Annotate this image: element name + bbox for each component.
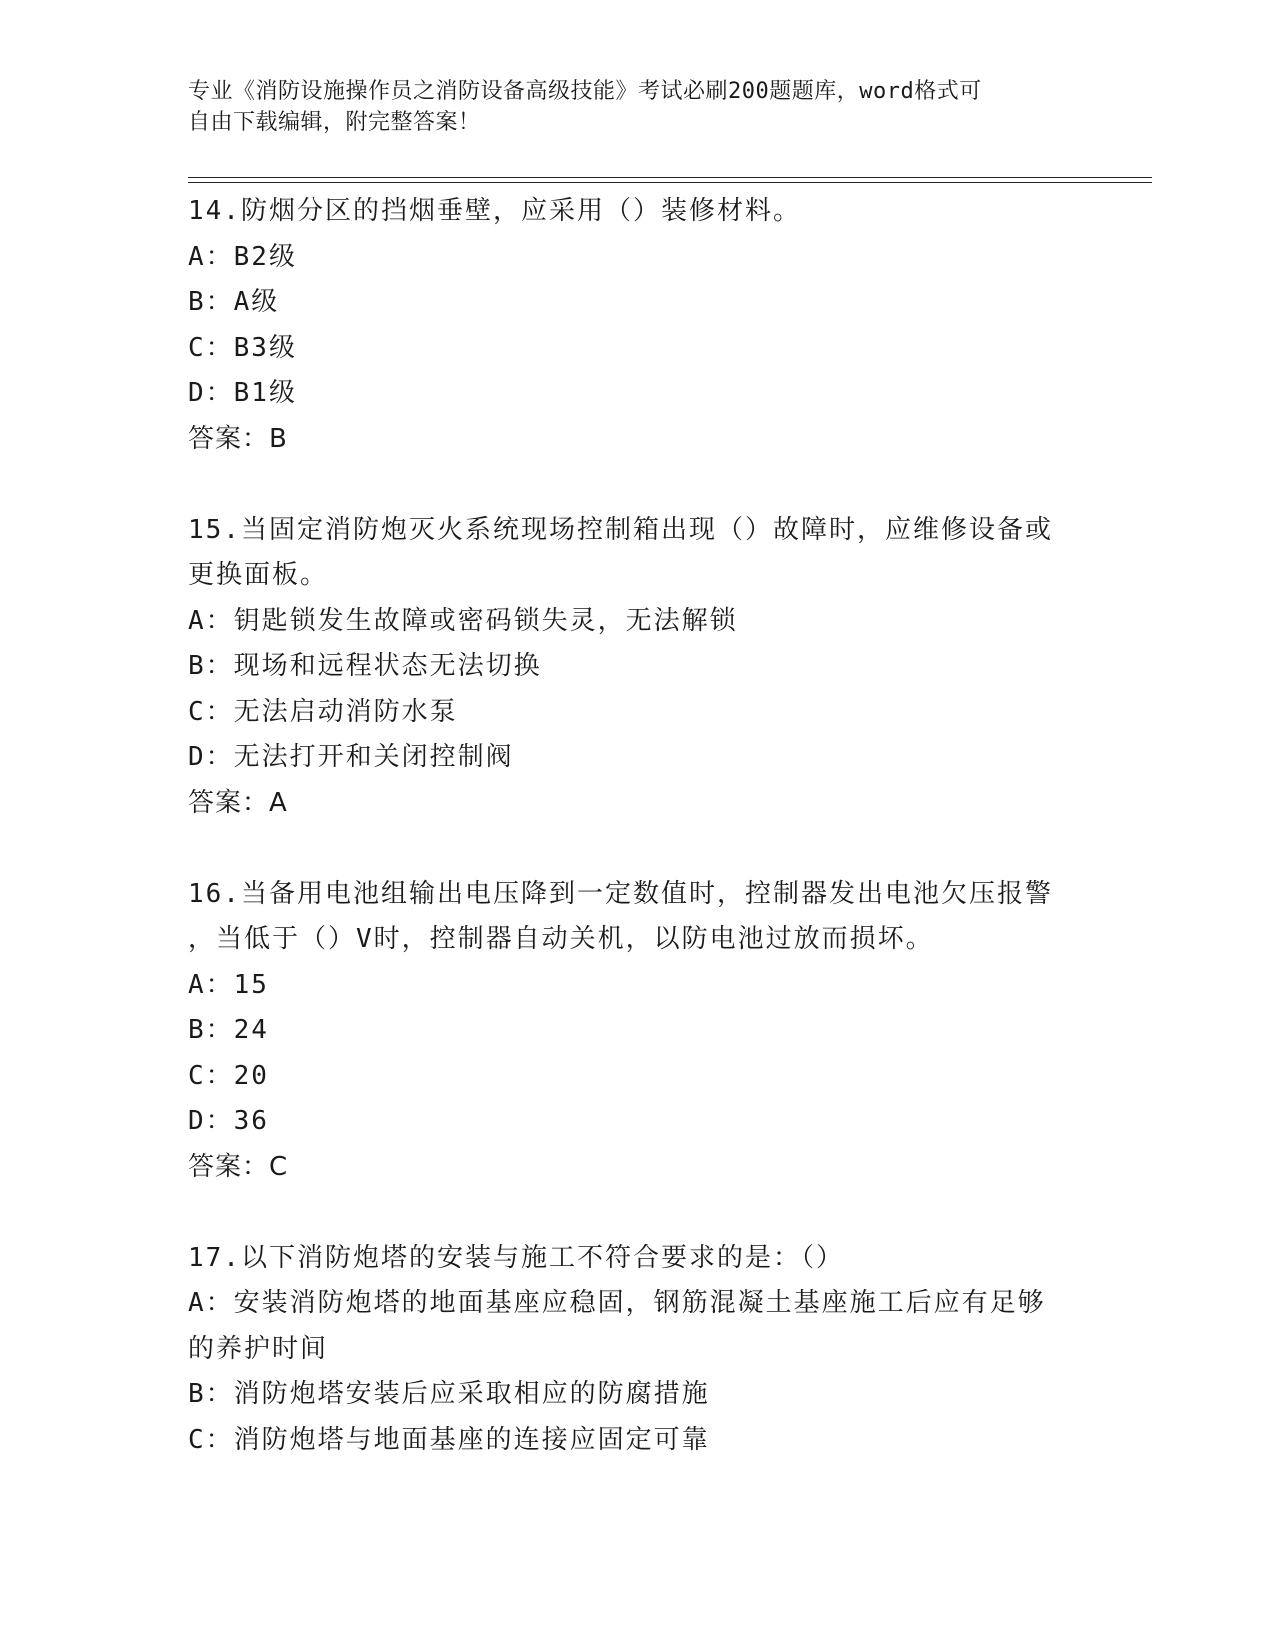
question-list: [188, 189, 1088, 1463]
question-stem: 17.以下消防炮塔的安装与施工不符合要求的是：（）: [188, 1242, 844, 1273]
option-a: A：15: [188, 969, 269, 1000]
question-14: [188, 189, 1088, 462]
header-line-2: 自由下载编辑，附完整答案！: [188, 110, 481, 135]
option-a-line-1: A：安装消防炮塔的地面基座应稳固，钢筋混凝土基座施工后应有足够: [188, 1288, 1046, 1318]
option-d: D：B1级: [188, 378, 297, 408]
option-a: A：钥匙锁发生故障或密码锁失灵，无法解锁: [188, 605, 738, 636]
option-b: B：现场和远程状态无法切换: [188, 651, 542, 681]
question-stem-line-1: 16.当备用电池组输出电压降到一定数值时，控制器发出电池欠压报警: [188, 878, 1053, 909]
answer-label: 答案：A: [188, 787, 288, 818]
option-d: D：无法打开和关闭控制阀: [188, 742, 514, 772]
question-stem-line-2: ，当低于（）V时，控制器自动关机，以防电池过放而损坏。: [188, 924, 934, 954]
option-a-line-2: 的养护时间: [188, 1333, 329, 1364]
option-c: C：20: [188, 1060, 269, 1091]
question-stem-line-1: 15.当固定消防炮灭火系统现场控制箱出现（）故障时，应维修设备或: [188, 514, 1053, 545]
header-divider-bottom: [188, 182, 1152, 183]
question-15: [188, 508, 1088, 827]
option-a: A：B2级: [188, 241, 297, 272]
question-16: [188, 872, 1088, 1191]
answer-label: 答案：C: [188, 1151, 289, 1182]
document-header: [188, 76, 1088, 138]
question-stem: 14.防烟分区的挡烟垂壁，应采用（）装修材料。: [188, 196, 801, 226]
option-c: C：无法启动消防水泵: [188, 696, 458, 727]
header-line-1: 专业《消防设施操作员之消防设备高级技能》考试必刷200题题库，word格式可: [188, 79, 982, 104]
answer-label: 答案：B: [188, 423, 288, 454]
question-spacer: [188, 826, 1088, 872]
header-divider-top: [188, 177, 1152, 178]
option-c: C：B3级: [188, 332, 297, 363]
option-b: B：24: [188, 1015, 269, 1045]
question-spacer: [188, 462, 1088, 508]
option-b: B：消防炮塔安装后应采取相应的防腐措施: [188, 1379, 710, 1409]
question-stem-line-2: 更换面板。: [188, 560, 329, 590]
option-c: C：消防炮塔与地面基座的连接应固定可靠: [188, 1424, 710, 1455]
option-b: B：A级: [188, 287, 280, 317]
question-17: [188, 1236, 1088, 1464]
question-spacer: [188, 1190, 1088, 1236]
option-d: D：36: [188, 1106, 269, 1136]
